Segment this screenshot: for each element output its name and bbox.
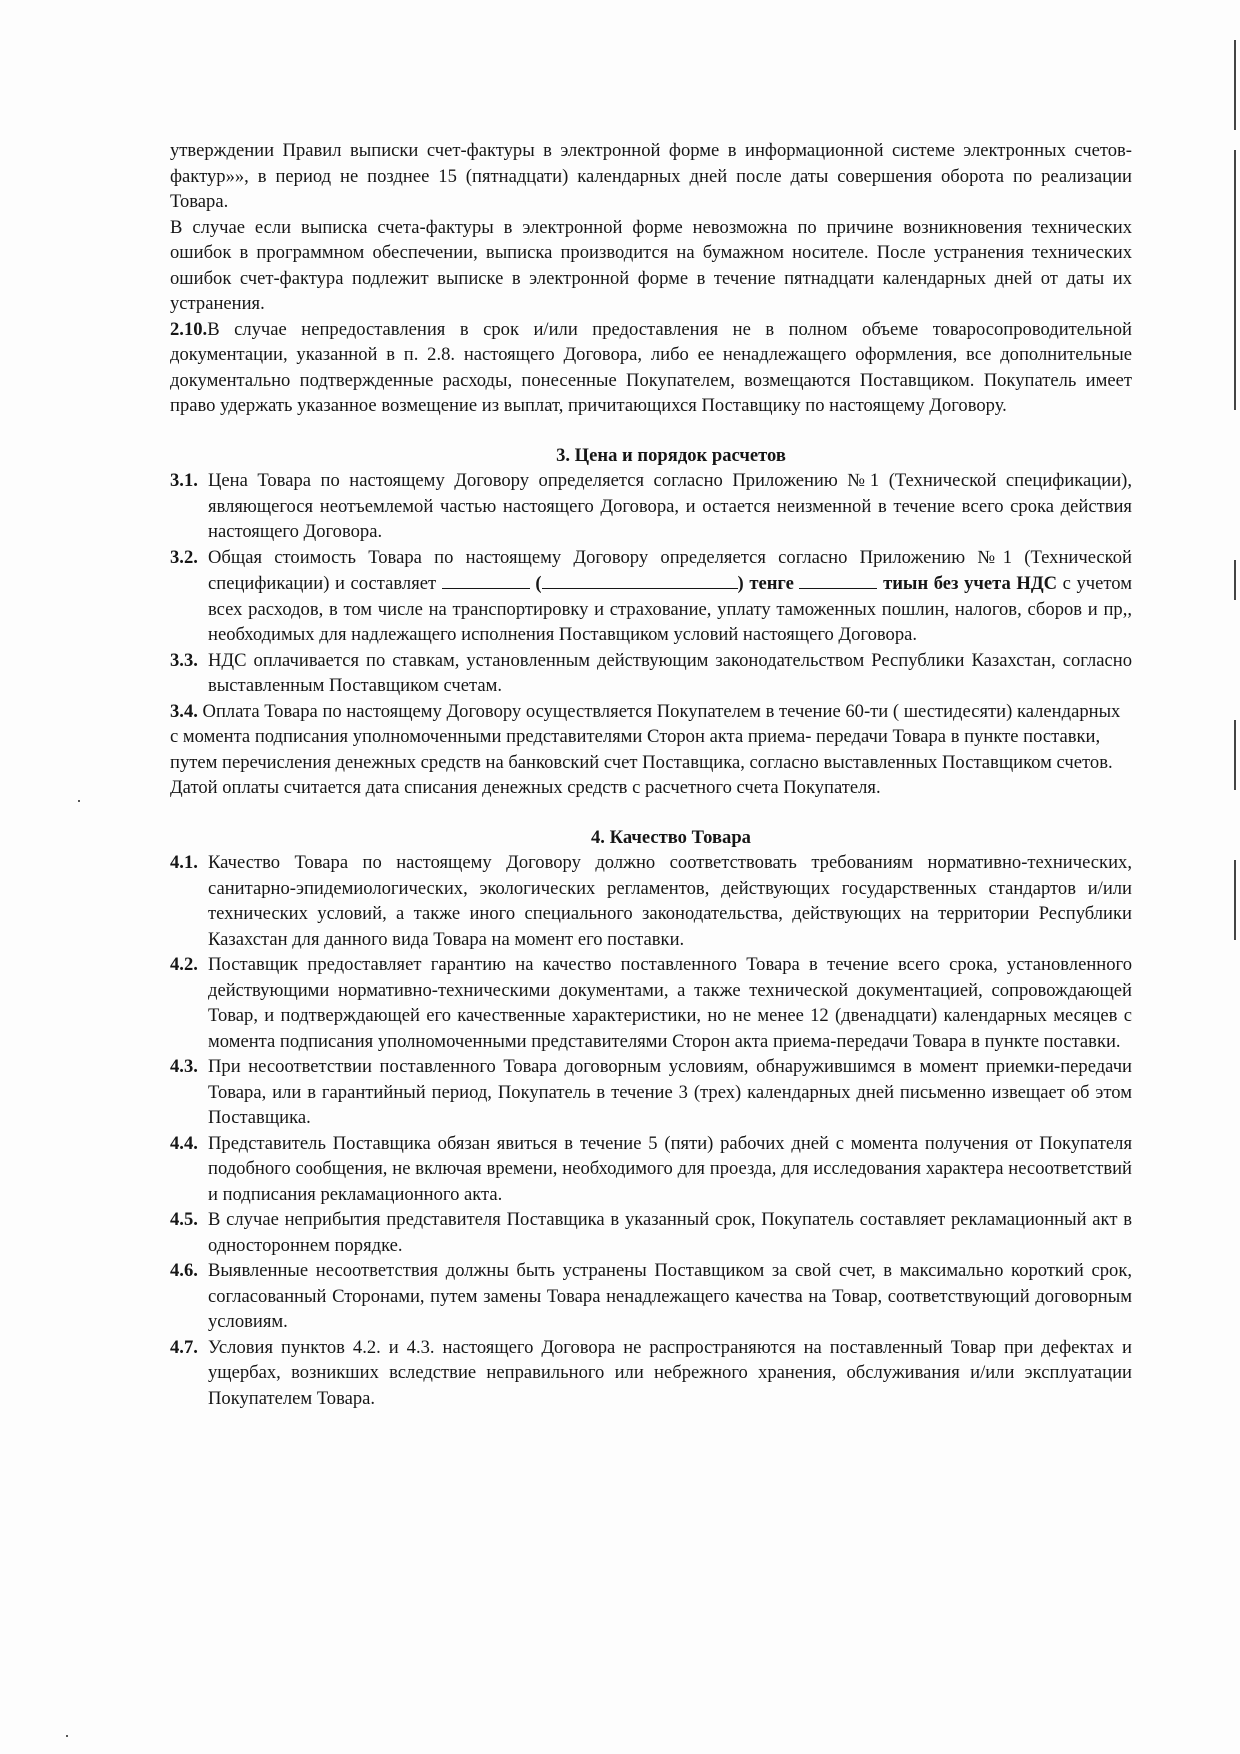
blank-amount-words-field <box>542 570 738 589</box>
clause-number: 4.4. <box>170 1132 198 1154</box>
intro-paragraph: утверждении Правил выписки счет-фактуры в электронной форме в информационной системе электронных счетов-фактур»», в период не позднее 15 (пятнадцати) календарных дней после даты совершения оборота по реализации Товара. <box>170 140 1132 212</box>
clause-text: При несоответствии поставленного Товара договорным условиям, обнаружившимся в момент приемки-передачи Товара, или в гарантийный период, Покупатель в течение 3 (трех) календарных дней письменно извещает об этом Поставщика. <box>208 1056 1132 1128</box>
clause-text: Поставщик предоставляет гарантию на качество поставленного Товара в течение всего срока, установленного действующими нормативно-техническими документами, а также технической документацией, сопровождающей Товар, и подтверждающей его качественные характеристики, но не менее 12 (двенадцати) календарных месяцев с момента подписания уполномоченными представителями Сторон акта приема-передачи Товара в пункте поставки. <box>208 954 1132 1052</box>
clause-text: В случае непредоставления в срок и/или предоставления не в полном объеме товаросопроводительной документации, указанной в п. 2.8. настоящего Договора, либо ее ненадлежащего оформления, все дополнительные документально подтвержденные расходы, понесенные Покупателем, возмещаются Поставщиком. Покупатель имеет право удержать указанное возмещение из выплат, причитающихся Поставщику по настоящему Договору. <box>170 318 1132 416</box>
clause-3-2 <box>170 545 1132 648</box>
section-3-title: 3. Цена и порядок расчетов <box>556 444 786 466</box>
clause-number: 3.3. <box>170 649 198 671</box>
clause-4-7 <box>170 1335 1132 1412</box>
clause-text-part: ( <box>535 573 542 594</box>
clause-text: В случае неприбытия представителя Поставщика в указанный срок, Покупатель составляет рекламационный акт в одностороннем порядке. <box>208 1209 1132 1256</box>
clause-text-part: с учетом всех расходов, в том числе на транспортировку и страхование, уплату таможенных пошлин, налогов, сборов и пр,, необходимых для надлежащего исполнения Поставщиком условий настоящего Договора. <box>208 573 1132 645</box>
clause-number: 4.7. <box>170 1336 198 1358</box>
clause-text: Качество Товара по настоящему Договору должно соответствовать требованиям нормативно-технических, санитарно-эпидемиологических, экологических регламентов, действующих государственных стандартов и/или технических условий, а также иного специального законодательства, действующих на территории Республики Казахстан для данного вида Товара на момент его поставки. <box>208 852 1132 950</box>
clause-4-3 <box>170 1054 1132 1131</box>
clause-number: 3.4. <box>170 700 198 722</box>
clause-text: Условия пунктов 4.2. и 4.3. настоящего Договора не распространяются на поставленный Товар при дефектах и ущербах, возникших вследствие неправильного или небрежного хранения, обслуживания и/или эксплуатации Покупателем Товара. <box>208 1336 1132 1409</box>
clause-number: 4.5. <box>170 1209 198 1230</box>
clause-text-part: тиын без учета НДС <box>883 573 1058 594</box>
scan-speck <box>66 1735 68 1737</box>
clause-text: Представитель Поставщика обязан явиться в течение 5 (пяти) рабочих дней с момента получения от Покупателя подобного сообщения, не включая времени, необходимого для проезда, для исследования характера несоответствий и подписания рекламационного акта. <box>208 1132 1132 1205</box>
blank-amount-field <box>442 570 530 589</box>
clause-3-1 <box>170 468 1132 545</box>
clause-text: НДС оплачивается по ставкам, установленным действующим законодательством Республики Казахстан, согласно выставленным Поставщиком счетам. <box>208 649 1132 696</box>
clause-text-part: Общая стоимость Товара по настоящему Договору определяется согласно Приложению №1 (Технической спецификации) и составляет <box>208 546 1132 594</box>
document-body <box>170 138 1132 1411</box>
clause-3-4 <box>170 699 1132 801</box>
clause-text: Оплата Товара по настоящему Договору осуществляется Покупателем в течение 60-ти ( шестидесяти) календарных с момента подписания уполномоченными представителями Сторон акта приема- передачи Товара в пункте поставки, путем перечисления денежных средств на банковский счет Поставщика, согласно выставленных Поставщиком счетов. Датой оплаты считается дата списания денежных средств с расчетного счета Покупателя. <box>170 700 1121 798</box>
clause-number: 4.2. <box>170 954 198 975</box>
clause-number: 4.6. <box>170 1260 198 1281</box>
clause-number: 3.2. <box>170 546 198 568</box>
clause-4-4 <box>170 1131 1132 1208</box>
clause-3-3 <box>170 648 1132 699</box>
clause-2-10 <box>170 317 1132 419</box>
clause-text <box>208 545 1132 648</box>
clause-4-1 <box>170 850 1132 952</box>
blank-tiyn-field <box>799 570 877 589</box>
section-4-title: 4. Качество Товара <box>591 826 751 848</box>
clause-number: 4.1. <box>170 852 198 873</box>
clause-number: 3.1. <box>170 470 198 491</box>
clause-text: Цена Товара по настоящему Договору определяется согласно Приложению №1 (Технической спецификации), являющегося неотъемлемой частью настоящего Договора, и остается неизменной в течение всего срока действия настоящего Договора. <box>208 470 1132 542</box>
intro-paragraph: В случае если выписка счета-фактуры в электронной форме невозможна по причине возникновения технических ошибок в программном обеспечении, выписка производится на бумажном носителе. После устранения технических ошибок счет-фактура подлежит выписке в электронной форме в течение пятнадцати календарных дней от даты их устранения. <box>170 216 1132 314</box>
clause-4-2 <box>170 952 1132 1054</box>
scan-speck <box>78 800 80 802</box>
clause-text-part: ) тенге <box>737 573 794 594</box>
clause-number: 4.3. <box>170 1056 198 1077</box>
clause-text: Выявленные несоответствия должны быть устранены Поставщиком за свой счет, в максимально короткий срок, согласованный Сторонами, путем замены Товара ненадлежащего качества на Товар, соответствующий договорным условиям. <box>208 1260 1132 1332</box>
scan-edge <box>1228 0 1240 1754</box>
clause-4-5 <box>170 1207 1132 1258</box>
clause-4-6 <box>170 1258 1132 1335</box>
clause-number: 2.10. <box>170 318 208 340</box>
